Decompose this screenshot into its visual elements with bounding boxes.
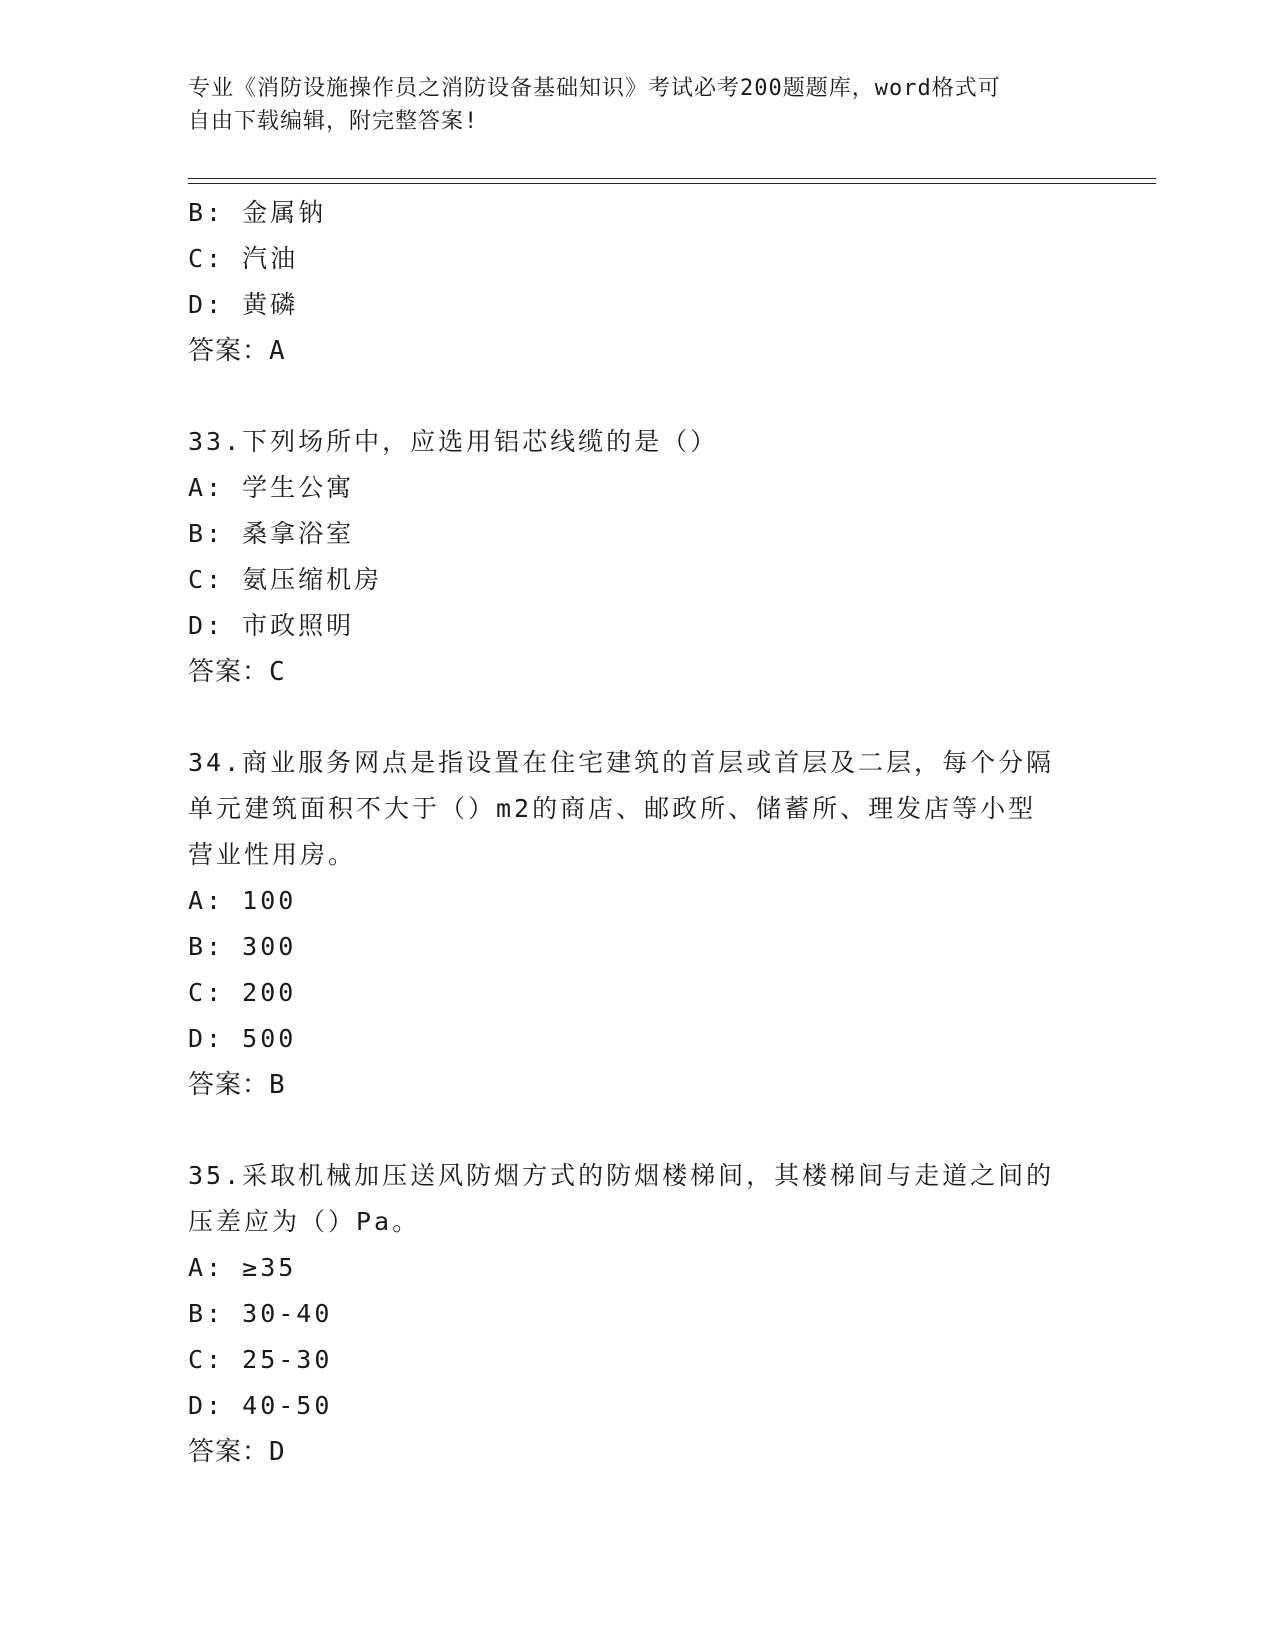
question-32-continued xyxy=(188,190,1088,374)
header-line-2: 自由下载编辑，附完整答案! xyxy=(188,109,479,134)
question-text-line-3: 营业性用房。 xyxy=(188,840,357,869)
question-text-line-2: 压差应为（）Pa。 xyxy=(188,1207,421,1236)
option-a: A: ≥35 xyxy=(188,1253,297,1282)
option-d: D: 黄磷 xyxy=(188,290,299,319)
option-a: A: 100 xyxy=(188,886,297,915)
document-body xyxy=(188,190,1088,1475)
answer: 答案：C xyxy=(188,657,286,687)
answer: 答案：B xyxy=(188,1070,286,1100)
answer: 答案：A xyxy=(188,336,286,366)
page-header xyxy=(188,72,1068,138)
option-b: B: 金属钠 xyxy=(188,198,327,227)
option-d: D: 500 xyxy=(188,1024,297,1053)
answer: 答案：D xyxy=(188,1437,286,1467)
option-b: B: 桑拿浴室 xyxy=(188,519,355,548)
question-text-line-1: 34.商业服务网点是指设置在住宅建筑的首层或首层及二层，每个分隔 xyxy=(188,748,1055,777)
option-d: D: 40-50 xyxy=(188,1391,333,1420)
header-rule-bottom xyxy=(188,183,1156,184)
question-33 xyxy=(188,419,1088,695)
option-c: C: 200 xyxy=(188,978,297,1007)
header-line-1: 专业《消防设施操作员之消防设备基础知识》考试必考200题题库，word格式可 xyxy=(188,76,1001,101)
option-c: C: 25-30 xyxy=(188,1345,333,1374)
question-text: 33.下列场所中，应选用铝芯线缆的是（） xyxy=(188,427,719,456)
option-b: B: 300 xyxy=(188,932,297,961)
option-d: D: 市政照明 xyxy=(188,611,355,640)
option-c: C: 氨压缩机房 xyxy=(188,565,383,594)
option-b: B: 30-40 xyxy=(188,1299,333,1328)
option-a: A: 学生公寓 xyxy=(188,473,355,502)
question-34 xyxy=(188,740,1088,1108)
question-text-line-2: 单元建筑面积不大于（）m2的商店、邮政所、储蓄所、理发店等小型 xyxy=(188,794,1037,823)
question-text-line-1: 35.采取机械加压送风防烟方式的防烟楼梯间，其楼梯间与走道之间的 xyxy=(188,1161,1055,1190)
header-rule-top xyxy=(188,178,1156,179)
question-35 xyxy=(188,1153,1088,1475)
option-c: C: 汽油 xyxy=(188,244,299,273)
